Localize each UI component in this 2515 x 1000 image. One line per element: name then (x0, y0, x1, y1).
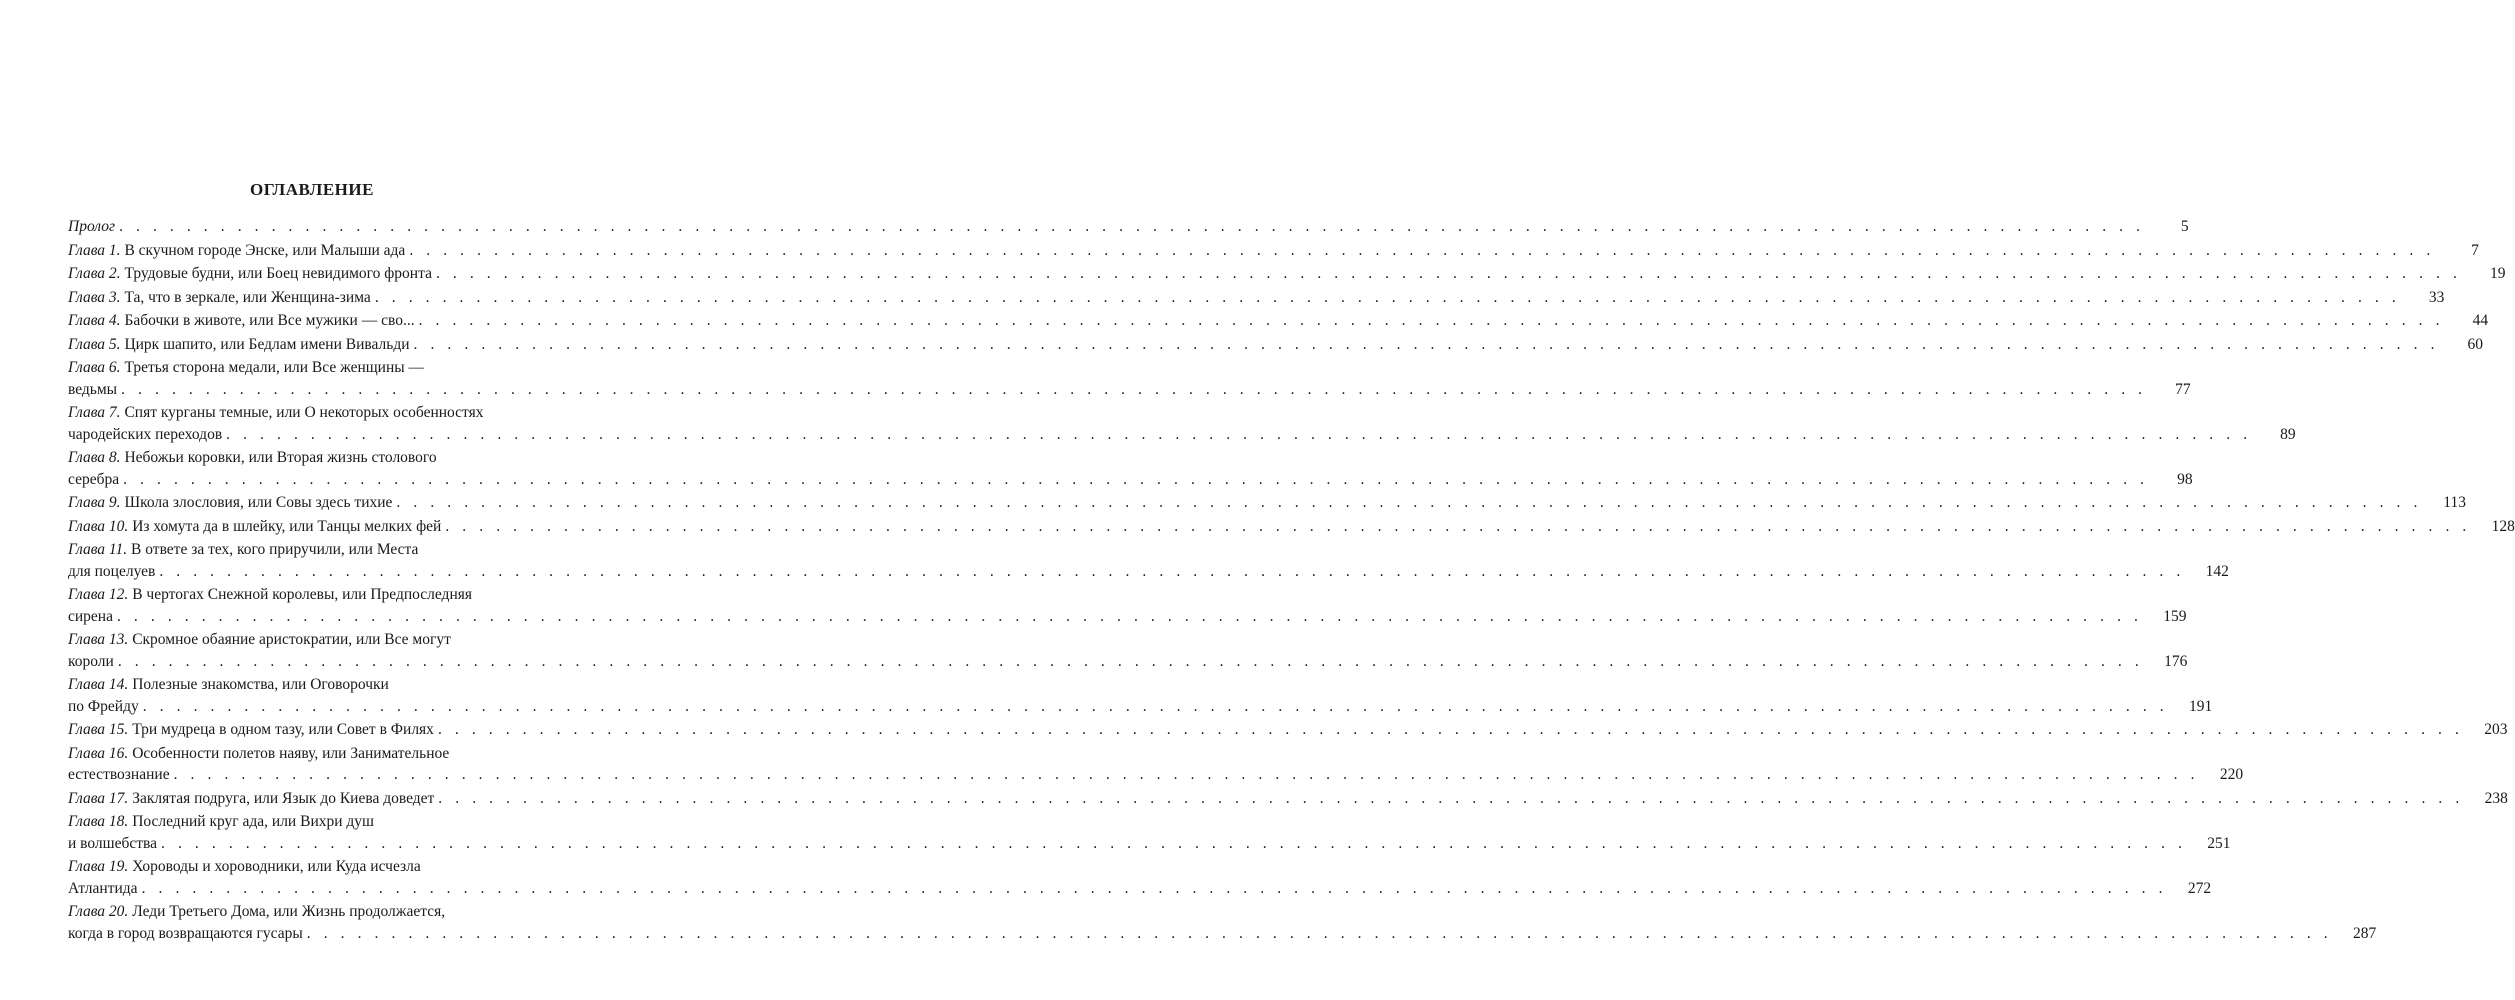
leader-dots: . . . . . . . . . . . . . . . . . . . . . . . . . . . . . . . . . . . . . . . . . . . . . . . . . . . . . . . . . . . . . . . . . . . . . . . . . . . . . . . . . . . . . . . . . . . . . . . . . . . . . . . . . . . . . . . . . . . . . . . . (117, 652, 2144, 670)
toc-chapter-title: и волшебства (68, 834, 158, 852)
toc-chapter-title: естествознание (68, 766, 170, 783)
toc-chapter-title: когда в город возвращаются гусары (68, 924, 303, 942)
leader-dots: . . . . . . . . . . . . . . . . . . . . . . . . . . . . . . . . . . . . . . . . . . . . . . . . . . . . . . . . . . . . . . . . . . . . . . . . . . . . . . . . . . . . . . . . . . . . . . . . . . . . . . . . . . . . . . . . . . . . . . . . (141, 879, 2168, 897)
toc-page-number: 287 (2353, 924, 2377, 942)
toc-chapter-label: Глава 19. (68, 858, 129, 875)
toc-chapter-label: Глава 18. (68, 813, 129, 830)
toc-entry (68, 901, 2377, 944)
leader-dots: . . . . . . . . . . . . . . . . . . . . . . . . . . . . . . . . . . . . . . . . . . . . . . . . . . . . . . . . . . . . . . . . . . . . . . . . . . . . . . . . . . . . . . . . . . . . . . . . . . . . . . . . . . . . . . . . . . . . . . . . (173, 766, 2200, 783)
toc-page-number: 7 (2471, 241, 2479, 259)
toc-page-number: 98 (2177, 470, 2193, 488)
toc-chapter-label: Глава 4. (68, 312, 121, 329)
leader-dots: . . . . . . . . . . . . . . . . . . . . . . . . . . . . . . . . . . . . . . . . . . . . . . . . . . . . . . . . . . . . . . . . . . . . . . . . . . . . . . . . . . . . . . . . . . . . . . . . . . . . . . . . . . . . . . . . . . . . . . . . (374, 288, 2401, 306)
leader-dots: . . . . . . . . . . . . . . . . . . . . . . . . . . . . . . . . . . . . . . . . . . . . . . . . . . . . . . . . . . . . . . . . . . . . . . . . . . . . . . . . . . . . . . . . . . . . . . . . . . . . . . . . . . . . . . . . . . . . . . . . (226, 425, 2252, 443)
toc-page-number: 203 (2484, 721, 2508, 738)
toc-entry (68, 334, 2484, 356)
toc-chapter-label: Глава 20. (68, 903, 129, 920)
toc-chapter-title: Бабочки в животе, или Все мужики — сво... (124, 312, 415, 329)
toc-chapter-label: Глава 11. (68, 541, 128, 558)
toc-chapter-title: ведьмы (68, 380, 118, 398)
toc-page-number: 19 (2489, 265, 2506, 282)
leader-dots: . . . . . . . . . . . . . . . . . . . . . . . . . . . . . . . . . . . . . . . . . . . . . . . . . . . . . . . . . . . . . . . . . . . . . . . . . . . . . . . . . . . . . . . . . . . . . . . . . . . . . . . . . . . . . . . . . . . . . . . . (123, 470, 2149, 488)
toc-entry (68, 539, 2229, 582)
toc-page-number: 33 (2428, 288, 2445, 306)
toc-chapter-title: Школа злословия, или Совы здесь тихие (124, 494, 393, 511)
toc-page-number: 251 (2207, 834, 2231, 852)
toc-entry (68, 743, 2244, 786)
leader-dots: . . . . . . . . . . . . . . . . . . . . . . . . . . . . . . . . . . . . . . . . . . . . . . . . . . . . . . . . . . . . . . . . . . . . . . . . . . . . . . . . . . . . . . . . . . . . . . . . . . . . . . . . . . . . . . . . . . . . . . . . (438, 789, 2464, 807)
toc-chapter-title: Последний круг ада, или Вихри душ (132, 813, 374, 830)
toc-chapter-title: Заклятая подруга, или Язык до Киева доведет (132, 789, 435, 807)
toc-entry (68, 357, 2191, 400)
leader-dots: . . . . . . . . . . . . . . . . . . . . . . . . . . . . . . . . . . . . . . . . . . . . . . . . . . . . . . . . . . . . . . . . . . . . . . . . . . . . . . . . . . . . . . . . . . . . . . . . . . . . . . . . . . . . . . . . . . . . . . . . (396, 494, 2422, 511)
toc-chapter-title: В скучном городе Энске, или Малыши ада (124, 241, 406, 259)
toc-chapter-label: Глава 2. (68, 265, 121, 282)
toc-chapter-title: Цирк шапито, или Бедлам имени Вивальди (124, 335, 410, 353)
toc-entry (68, 263, 2506, 285)
toc-chapter-title: В чертогах Снежной королевы, или Предпоследняя (132, 586, 472, 603)
toc-page-number: 176 (2164, 652, 2188, 670)
toc-entry (68, 811, 2231, 854)
toc-entry (68, 856, 2212, 899)
toc-chapter-title: Три мудреца в одном тазу, или Совет в Филях (132, 721, 434, 738)
leader-dots: . . . . . . . . . . . . . . . . . . . . . . . . . . . . . . . . . . . . . . . . . . . . . . . . . . . . . . . . . . . . . . . . . . . . . . . . . . . . . . . . . . . . . . . . . . . . . . . . . . . . . . . . . . . . . . . . . . . . . . . . (413, 335, 2440, 353)
toc-page-number: 5 (2180, 218, 2189, 235)
leader-dots: . . . . . . . . . . . . . . . . . . . . . . . . . . . . . . . . . . . . . . . . . . . . . . . . . . . . . . . . . . . . . . . . . . . . . . . . . . . . . . . . . . . . . . . . . . . . . . . . . . . . . . . . . . . . . . . . . . . . . . . . (437, 721, 2464, 738)
toc-page-number: 89 (2280, 425, 2296, 443)
toc-chapter-label: Глава 1. (68, 241, 121, 259)
leader-dots: . . . . . . . . . . . . . . . . . . . . . . . . . . . . . . . . . . . . . . . . . . . . . . . . . . . . . . . . . . . . . . . . . . . . . . . . . . . . . . . . . . . . . . . . . . . . . . . . . . . . . . . . . . . . . . . . . . . . . . . . (121, 380, 2147, 398)
toc-entry (68, 584, 2187, 627)
toc-chapter-label: Пролог (68, 218, 116, 235)
toc-chapter-title: Та, что в зеркале, или Женщина-зима (124, 288, 371, 306)
toc-page-number: 238 (2484, 789, 2508, 807)
toc-chapter-title: Небожьи коровки, или Вторая жизнь столового (124, 449, 437, 466)
toc-chapter-label: Глава 5. (68, 335, 121, 353)
toc-chapter-label: Глава 3. (68, 288, 121, 306)
toc-chapter-label: Глава 10. (68, 517, 129, 535)
toc-page-number: 60 (2467, 335, 2484, 353)
toc-chapter-label: Глава 16. (68, 744, 129, 762)
toc-chapter-title: для поцелуев (68, 562, 156, 580)
toc-entry (68, 719, 2508, 741)
toc-page-number: 113 (2443, 494, 2466, 511)
toc-entry (68, 310, 2489, 332)
leader-dots: . . . . . . . . . . . . . . . . . . . . . . . . . . . . . . . . . . . . . . . . . . . . . . . . . . . . . . . . . . . . . . . . . . . . . . . . . . . . . . . . . . . . . . . . . . . . . . . . . . . . . . . . . . . . . . . . . . . . . . . . (159, 562, 2185, 580)
toc-chapter-label: Глава 6. (68, 359, 121, 376)
toc-chapter-label: Глава 14. (68, 676, 129, 693)
toc-entry (68, 516, 2515, 538)
toc-chapter-title: Трудовые будни, или Боец невидимого фронта (124, 265, 432, 282)
toc-page-number: 44 (2472, 312, 2489, 329)
toc-chapter-title: серебра (68, 470, 120, 488)
toc-chapter-title: чародейских переходов (68, 425, 223, 443)
toc-chapter-label: Глава 15. (68, 721, 129, 738)
toc-chapter-title: сирена (68, 607, 113, 625)
toc-chapter-label: Глава 17. (68, 789, 129, 807)
toc-chapter-label: Глава 13. (68, 631, 129, 648)
toc-chapter-title: Скромное обаяние аристократии, или Все могут (132, 631, 451, 648)
toc-page-number: 128 (2491, 517, 2515, 535)
toc-chapter-title: короли (68, 652, 114, 670)
toc-page-number: 220 (2219, 766, 2244, 783)
toc-entry (68, 240, 2479, 262)
toc-chapter-label: Глава 12. (68, 586, 129, 603)
toc-chapter-title: Полезные знакомства, или Оговорочки (132, 676, 389, 693)
toc-entry (68, 447, 2193, 490)
toc-chapter-title: В ответе за тех, кого приручили, или Места (131, 541, 419, 558)
toc-chapter-title: Атлантида (68, 879, 138, 897)
toc-chapter-title: Хороводы и хороводники, или Куда исчезла (132, 858, 421, 875)
leader-dots: . . . . . . . . . . . . . . . . . . . . . . . . . . . . . . . . . . . . . . . . . . . . . . . . . . . . . . . . . . . . . . . . . . . . . . . . . . . . . . . . . . . . . . . . . . . . . . . . . . . . . . . . . . . . . . . . . . . . . . . . (418, 312, 2445, 329)
toc-chapter-label: Глава 7. (68, 404, 121, 421)
toc-entry (68, 402, 2296, 445)
toc-entry (68, 629, 2188, 672)
toc-page-number: 272 (2187, 879, 2212, 897)
toc-chapter-label: Глава 8. (68, 449, 121, 466)
leader-dots: . . . . . . . . . . . . . . . . . . . . . . . . . . . . . . . . . . . . . . . . . . . . . . . . . . . . . . . . . . . . . . . . . . . . . . . . . . . . . . . . . . . . . . . . . . . . . . . . . . . . . . . . . . . . . . . . . . . . . . . . (119, 218, 2145, 235)
toc-entry (68, 216, 2189, 238)
leader-dots: . . . . . . . . . . . . . . . . . . . . . . . . . . . . . . . . . . . . . . . . . . . . . . . . . . . . . . . . . . . . . . . . . . . . . . . . . . . . . . . . . . . . . . . . . . . . . . . . . . . . . . . . . . . . . . . . . . . . . . . . (435, 265, 2462, 282)
leader-dots: . . . . . . . . . . . . . . . . . . . . . . . . . . . . . . . . . . . . . . . . . . . . . . . . . . . . . . . . . . . . . . . . . . . . . . . . . . . . . . . . . . . . . . . . . . . . . . . . . . . . . . . . . . . . . . . . . . . . . . . . (161, 834, 2187, 852)
table-of-contents (68, 216, 2515, 946)
leader-dots: . . . . . . . . . . . . . . . . . . . . . . . . . . . . . . . . . . . . . . . . . . . . . . . . . . . . . . . . . . . . . . . . . . . . . . . . . . . . . . . . . . . . . . . . . . . . . . . . . . . . . . . . . . . . . . . . . . . . . . . . (306, 924, 2333, 942)
toc-entry (68, 287, 2445, 309)
toc-page-number: 159 (2163, 607, 2187, 625)
leader-dots: . . . . . . . . . . . . . . . . . . . . . . . . . . . . . . . . . . . . . . . . . . . . . . . . . . . . . . . . . . . . . . . . . . . . . . . . . . . . . . . . . . . . . . . . . . . . . . . . . . . . . . . . . . . . . . . . . . . . . . . . (409, 241, 2435, 259)
page-title: ОГЛАВЛЕНИЕ (250, 180, 374, 199)
leader-dots: . . . . . . . . . . . . . . . . . . . . . . . . . . . . . . . . . . . . . . . . . . . . . . . . . . . . . . . . . . . . . . . . . . . . . . . . . . . . . . . . . . . . . . . . . . . . . . . . . . . . . . . . . . . . . . . . . . . . . . . . (142, 697, 2169, 715)
toc-chapter-label: Глава 9. (68, 494, 121, 511)
toc-chapter-title: Третья сторона медали, или Все женщины — (124, 359, 425, 376)
toc-chapter-title: Особенности полетов наяву, или Занимательное (132, 744, 450, 762)
toc-chapter-title: по Фрейду (68, 697, 139, 715)
toc-chapter-title: Из хомута да в шлейку, или Танцы мелких фей (132, 517, 442, 535)
toc-chapter-title: Леди Третьего Дома, или Жизнь продолжается, (132, 903, 446, 920)
toc-entry (68, 674, 2213, 717)
leader-dots: . . . . . . . . . . . . . . . . . . . . . . . . . . . . . . . . . . . . . . . . . . . . . . . . . . . . . . . . . . . . . . . . . . . . . . . . . . . . . . . . . . . . . . . . . . . . . . . . . . . . . . . . . . . . . . . . . . . . . . . . (445, 517, 2471, 535)
toc-entry (68, 788, 2508, 810)
toc-page-number: 77 (2175, 380, 2191, 398)
toc-entry (68, 492, 2466, 514)
toc-page-number: 191 (2189, 697, 2213, 715)
leader-dots: . . . . . . . . . . . . . . . . . . . . . . . . . . . . . . . . . . . . . . . . . . . . . . . . . . . . . . . . . . . . . . . . . . . . . . . . . . . . . . . . . . . . . . . . . . . . . . . . . . . . . . . . . . . . . . . . . . . . . . . . (116, 607, 2143, 625)
toc-chapter-title: Спят курганы темные, или О некоторых особенностях (124, 404, 484, 421)
toc-page-number: 142 (2205, 562, 2229, 580)
